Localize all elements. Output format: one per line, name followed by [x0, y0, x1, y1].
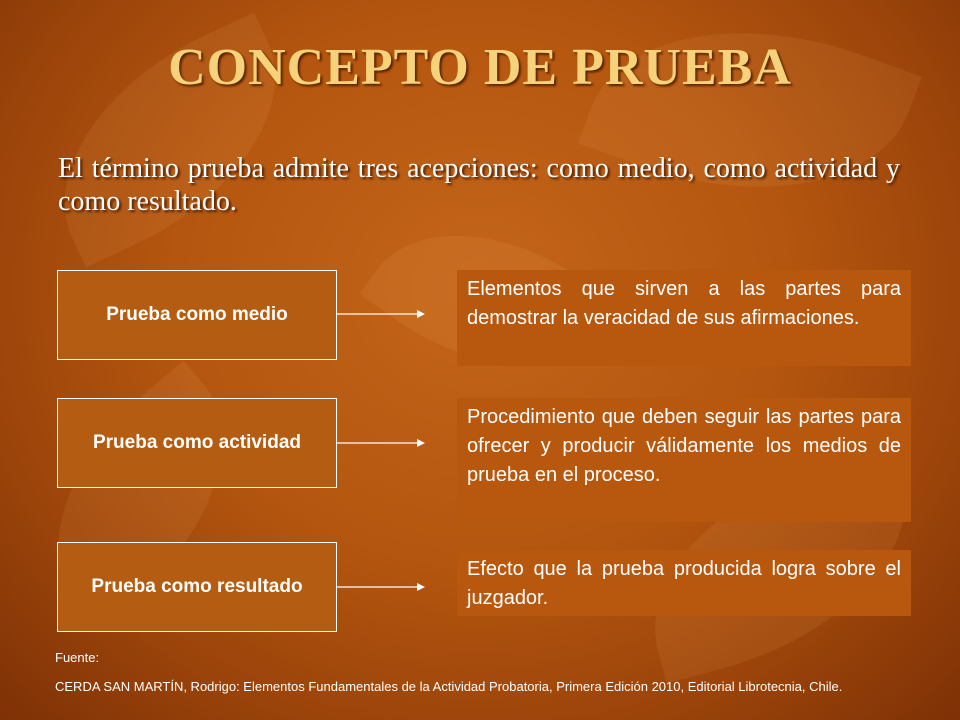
arrow-icon — [337, 309, 425, 319]
label-text: Prueba como resultado — [91, 576, 303, 597]
source-citation: CERDA SAN MARTÍN, Rodrigo: Elementos Fundamentales de la Actividad Probatoria, Primera Edición 2010, Editorial Librotecnia, Chile. — [55, 679, 843, 694]
description-text: Procedimiento que deben seguir las partes para ofrecer y producir válidamente los medios de prueba en el proceso. — [467, 406, 901, 486]
label-text: Prueba como actividad — [92, 432, 301, 453]
slide-title: CONCEPTO DE PRUEBA — [168, 39, 792, 96]
label-box-medio — [57, 270, 337, 360]
label-box-actividad — [57, 398, 337, 488]
label-box-resultado — [57, 542, 337, 632]
description-text: Elementos que sirven a las partes para demostrar la veracidad de sus afirmaciones. — [467, 278, 901, 329]
intro-text: El término prueba admite tres acepciones: como medio, como actividad y como resultado. — [58, 153, 900, 217]
description-box-actividad — [457, 398, 911, 522]
source-label: Fuente: — [55, 650, 100, 665]
description-box-resultado — [457, 550, 911, 616]
description-text: Efecto que la prueba producida logra sobre el juzgador. — [467, 558, 901, 609]
arrow-icon — [337, 438, 425, 448]
description-box-medio — [457, 270, 911, 366]
label-text: Prueba como medio — [106, 304, 288, 325]
arrow-icon — [337, 582, 425, 592]
